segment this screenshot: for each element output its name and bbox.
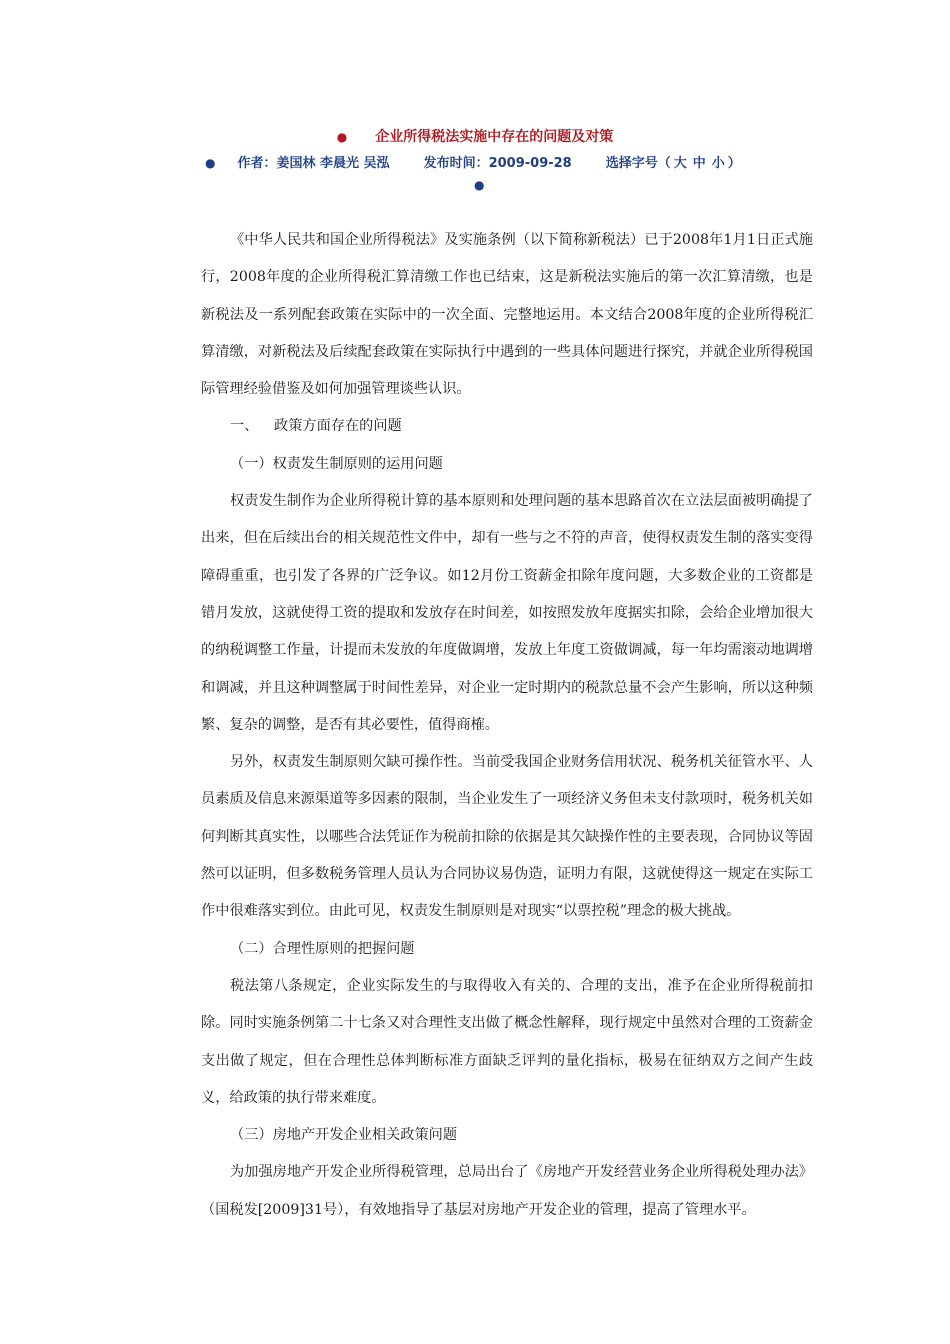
article-meta	[205, 152, 741, 171]
font-size-medium-link[interactable]: 中	[692, 156, 706, 171]
article-title: 企业所得税法实施中存在的问题及对策	[375, 129, 614, 145]
paragraph-intro: 《中华人民共和国企业所得税法》及实施条例（以下简称新税法）已于2008年1月1日正式施行，2008年度的企业所得税汇算清缴工作也已结束，这是新税法实施后的第一次汇算清缴，也是新税法及一系列配套政策在实际中的一次全面、完整地运用。本文结合2008年度的企业所得税汇算清缴，对新税法及后续配套政策在实际执行中遇到的一些具体问题进行探究，并就企业所得税国际管理经验借鉴及如何加强管理谈些认识。	[201, 232, 813, 398]
font-size-close: ）	[727, 156, 741, 171]
publish-date: 2009-09-28	[488, 156, 572, 171]
section-heading-1	[201, 408, 813, 445]
subsection-heading-1: （一）权责发生制原则的运用问题	[230, 455, 443, 472]
section-title: 政策方面存在的问题	[274, 418, 402, 435]
bullet-icon: ●	[474, 178, 485, 192]
paragraph: 权责发生制作为企业所得税计算的基本原则和处理问题的基本思路首次在立法层面被明确提了出来，但在后续出台的相关规范性文件中，却有一些与之不符的声音，使得权责发生制的落实变得障碍重重，也引发了各界的广泛争议。如12月份工资薪金扣除年度问题，大多数企业的工资都是错月发放，这就使得工资的提取和发放存在时间差，如按照发放年度据实扣除，会给企业增加很大的纳税调整工作量，计提而未发放的年度做调增，发放上年度工资做调减，每一年均需滚动地调增和调减，并且这种调整属于时间性差异，对企业一定时期内的税款总量不会产生影响，所以这种频繁、复杂的调整，是否有其必要性，值得商榷。	[201, 493, 813, 733]
font-size-small-link[interactable]: 小	[711, 156, 725, 171]
paragraph: 为加强房地产开发企业所得税管理，总局出台了《房地产开发经营业务企业所得税处理办法》（国税发[2009]31号），有效地指导了基层对房地产开发企业的管理，提高了管理水平。	[201, 1164, 813, 1218]
author-label: 作者：	[237, 156, 277, 171]
paragraph: 另外，权责发生制原则欠缺可操作性。当前受我国企业财务信用状况、税务机关征管水平、人员素质及信息来源渠道等多因素的限制，当企业发生了一项经济义务但未支付款项时，税务机关如何判断其真实性，以哪些合法凭证作为税前扣除的依据是其欠缺操作性的主要表现，合同协议等固然可以证明，但多数税务管理人员认为合同协议易伪造，证明力有限，这就使得这一规定在实际工作中很难落实到位。由此可见，权责发生制原则是对现实“以票控税”理念的极大挑战。	[201, 754, 813, 920]
article-title-row	[0, 126, 950, 146]
section-number: 一、	[230, 418, 259, 435]
font-size-label: 选择字号（	[605, 156, 671, 171]
font-size-large-link[interactable]: 大	[673, 156, 687, 171]
date-label: 发布时间：	[423, 156, 489, 171]
subsection-heading-2: （二）合理性原则的把握问题	[230, 940, 415, 957]
paragraph: 税法第八条规定，企业实际发生的与取得收入有关的、合理的支出，准予在企业所得税前扣除。同时实施条例第二十七条又对合理性支出做了概念性解释，现行规定中虽然对合理的工资薪金支出做了规定，但在合理性总体判断标准方面缺乏评判的量化指标，极易在征纳双方之间产生歧义，给政策的执行带来难度。	[201, 977, 813, 1106]
bullet-icon: ●	[336, 130, 348, 144]
author-names: 姜国林 李晨光 吴泓	[276, 156, 390, 171]
bullet-icon: ●	[205, 156, 216, 170]
subsection-heading-3: （三）房地产开发企业相关政策问题	[230, 1127, 458, 1144]
article-body	[201, 222, 813, 1229]
